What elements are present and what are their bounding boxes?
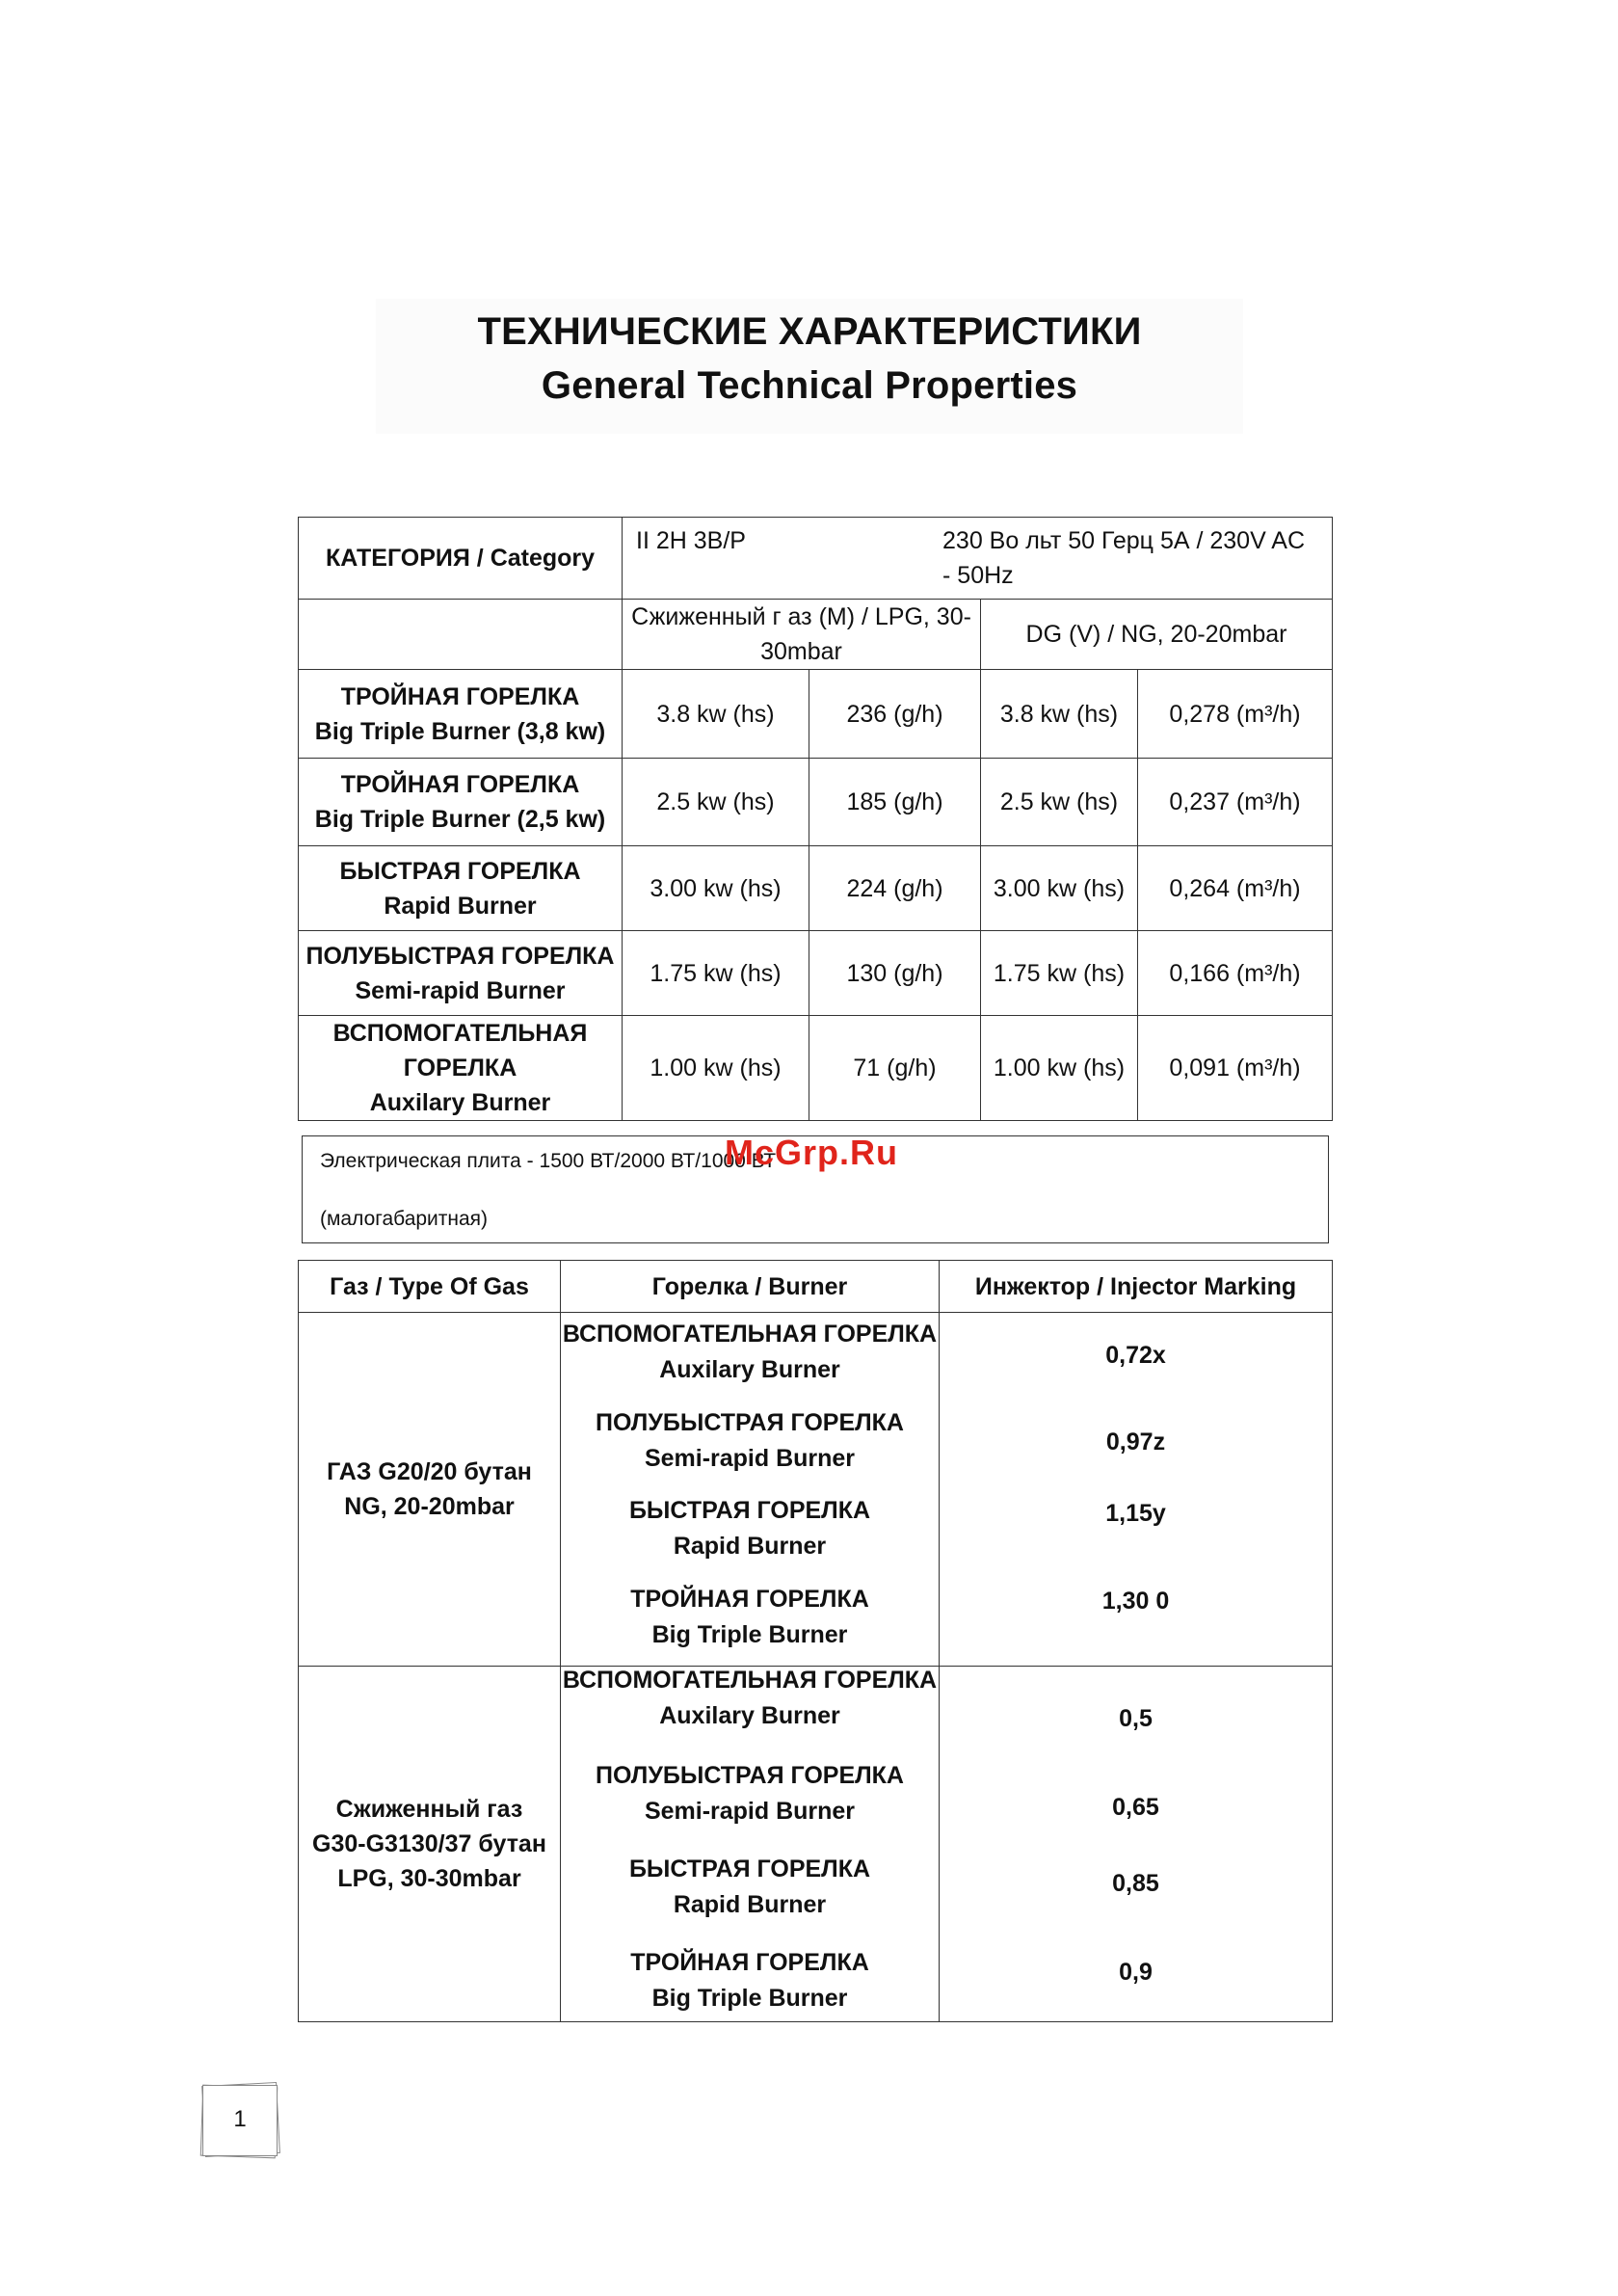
burner-ru: ПОЛУБЫСТРАЯ ГОРЕЛКА — [596, 1762, 904, 1789]
burner-ru: БЫСТРАЯ ГОРЕЛКА — [628, 1497, 871, 1524]
gas-group-lpg — [299, 1667, 1333, 2022]
burner-name-en: Big Triple Burner (3,8 kw) — [314, 717, 606, 745]
burner-name-ru: ПОЛУБЫСТРАЯ ГОРЕЛКА — [305, 942, 615, 970]
spec-row — [299, 670, 1333, 759]
burner-name-en: Big Triple Burner (2,5 kw) — [314, 806, 606, 833]
injector-value: 0,5 — [1119, 1705, 1153, 1732]
burner-ru: ТРОЙНАЯ ГОРЕЛКА — [630, 1586, 869, 1613]
injector-value: 0,97z — [1105, 1428, 1166, 1455]
gas-type-line: ГАЗ G20/20 бутан — [327, 1458, 532, 1485]
ng-m3-cell: 0,237 (m³/h) — [1138, 759, 1333, 846]
empty-header-cell — [299, 600, 623, 670]
burner-name-ru: ТРОЙНАЯ ГОРЕЛКА — [340, 771, 580, 798]
injector-value: 1,15y — [1105, 1500, 1166, 1527]
category-value — [623, 518, 1333, 600]
burner-item — [561, 1945, 939, 2016]
burner-en: Rapid Burner — [673, 1533, 827, 1560]
burner-en: Rapid Burner — [673, 1891, 827, 1918]
category-code: II 2H 3B/P — [636, 527, 746, 554]
burner-item — [561, 1758, 939, 1829]
burner-item — [561, 1317, 939, 1388]
lpg-gh-cell: 130 (g/h) — [809, 931, 981, 1016]
ng-kw-cell: 1.75 kw (hs) — [981, 931, 1138, 1016]
page-number: 1 — [233, 2106, 247, 2132]
injector-value: 0,9 — [1119, 1959, 1153, 1986]
lpg-gh-cell: 185 (g/h) — [809, 759, 981, 846]
burner-item — [561, 1493, 939, 1564]
lpg-kw-cell: 3.8 kw (hs) — [623, 670, 809, 759]
ng-m3-cell: 0,278 (m³/h) — [1138, 670, 1333, 759]
burner-name-ru: ТРОЙНАЯ ГОРЕЛКА — [340, 682, 580, 710]
injector-value: 0,65 — [1112, 1794, 1159, 1821]
burner-item — [561, 1667, 939, 1735]
burner-en: Semi-rapid Burner — [644, 1798, 856, 1825]
electric-plate-text: Электрическая плита - 1500 ВТ/2000 ВТ/1000 ВТ — [320, 1150, 777, 1172]
category-row — [299, 518, 1333, 600]
spec-row — [299, 846, 1333, 931]
burner-name-en: Rapid Burner — [384, 892, 537, 920]
ng-kw-cell: 2.5 kw (hs) — [981, 759, 1138, 846]
injector-list-cell — [940, 1313, 1333, 1667]
injector-value: 0,72x — [1105, 1342, 1166, 1369]
burner-ru: ВСПОМОГАТЕЛЬНАЯ ГОРЕЛКА — [562, 1321, 938, 1348]
electric-plate-note: (малогабаритная) — [320, 1208, 489, 1230]
spec-row — [299, 759, 1333, 846]
injector-value: 0,85 — [1112, 1870, 1159, 1897]
gas-type-cell — [299, 1313, 561, 1667]
burner-ru: ВСПОМОГАТЕЛЬНАЯ ГОРЕЛКА — [562, 1667, 938, 1694]
burner-name-en: Semi-rapid Burner — [355, 976, 566, 1004]
gas-type-line: LPG, 30-30mbar — [337, 1865, 521, 1892]
gas-type-line: G30-G3130/37 бутан — [312, 1830, 546, 1857]
category-label: КАТЕГОРИЯ / Category — [299, 518, 623, 600]
burner-name-en: Auxilary Burner — [369, 1089, 551, 1116]
burner-en: Big Triple Burner — [651, 1985, 848, 2012]
lpg-kw-cell: 3.00 kw (hs) — [623, 846, 809, 931]
category-power: 230 Во льт 50 Герц 5А / 230V AC - 50Hz — [942, 527, 1306, 589]
burner-en: Auxilary Burner — [659, 1702, 840, 1729]
header-gas-type: Газ / Type Of Gas — [299, 1261, 561, 1313]
burner-en: Auxilary Burner — [659, 1356, 840, 1383]
header-burner: Горелка / Burner — [561, 1261, 940, 1313]
burner-list-cell — [561, 1667, 940, 2022]
burner-name-cell — [299, 759, 623, 846]
injector-header-row — [299, 1261, 1333, 1313]
burner-list-cell — [561, 1313, 940, 1667]
spec-row — [299, 931, 1333, 1016]
burner-item — [561, 1405, 939, 1477]
burner-name-cell — [299, 931, 623, 1016]
burner-en: Semi-rapid Burner — [644, 1445, 856, 1472]
lpg-header: Сжиженный г аз (М) / LPG, 30-30mbar — [623, 600, 981, 670]
burner-name-ru: ВСПОМОГАТЕЛЬНАЯ ГОРЕЛКА — [332, 1020, 588, 1081]
ng-m3-cell: 0,264 (m³/h) — [1138, 846, 1333, 931]
page-number-badge — [199, 2082, 280, 2157]
ng-m3-cell: 0,091 (m³/h) — [1138, 1016, 1333, 1121]
ng-kw-cell: 3.00 kw (hs) — [981, 846, 1138, 931]
gas-group-ng — [299, 1313, 1333, 1667]
header-injector: Инжектор / Injector Marking — [940, 1261, 1333, 1313]
burner-name-cell — [299, 846, 623, 931]
ng-kw-cell: 3.8 kw (hs) — [981, 670, 1138, 759]
injector-list-cell — [940, 1667, 1333, 2022]
lpg-kw-cell: 1.00 kw (hs) — [623, 1016, 809, 1121]
injector-value: 1,30 0 — [1101, 1588, 1170, 1615]
lpg-gh-cell: 224 (g/h) — [809, 846, 981, 931]
title-en: General Technical Properties — [541, 364, 1078, 407]
burner-name-ru: БЫСТРАЯ ГОРЕЛКА — [339, 857, 581, 885]
burner-en: Big Triple Burner — [651, 1621, 848, 1648]
spec-table — [298, 517, 1333, 1121]
gas-type-line: Сжиженный газ — [335, 1796, 523, 1823]
ng-header: DG (V) / NG, 20-20mbar — [981, 600, 1333, 670]
lpg-kw-cell: 2.5 kw (hs) — [623, 759, 809, 846]
burner-name-cell — [299, 1016, 623, 1121]
ng-m3-cell: 0,166 (m³/h) — [1138, 931, 1333, 1016]
burner-ru: БЫСТРАЯ ГОРЕЛКА — [628, 1855, 871, 1882]
gas-header-row — [299, 600, 1333, 670]
burner-item — [561, 1852, 939, 1923]
lpg-kw-cell: 1.75 kw (hs) — [623, 931, 809, 1016]
burner-ru: ПОЛУБЫСТРАЯ ГОРЕЛКА — [596, 1409, 904, 1436]
burner-name-cell — [299, 670, 623, 759]
lpg-gh-cell: 236 (g/h) — [809, 670, 981, 759]
injector-table — [298, 1260, 1333, 2022]
ng-kw-cell: 1.00 kw (hs) — [981, 1016, 1138, 1121]
spec-row — [299, 1016, 1333, 1121]
gas-type-cell — [299, 1667, 561, 2022]
burner-ru: ТРОЙНАЯ ГОРЕЛКА — [630, 1949, 869, 1976]
watermark-text: McGrp.Ru — [725, 1133, 899, 1172]
title-ru: ТЕХНИЧЕСКИЕ ХАРАКТЕРИСТИКИ — [477, 310, 1142, 353]
burner-item — [561, 1582, 939, 1653]
gas-type-line: NG, 20-20mbar — [344, 1493, 515, 1520]
lpg-gh-cell: 71 (g/h) — [809, 1016, 981, 1121]
title-block — [376, 299, 1243, 434]
